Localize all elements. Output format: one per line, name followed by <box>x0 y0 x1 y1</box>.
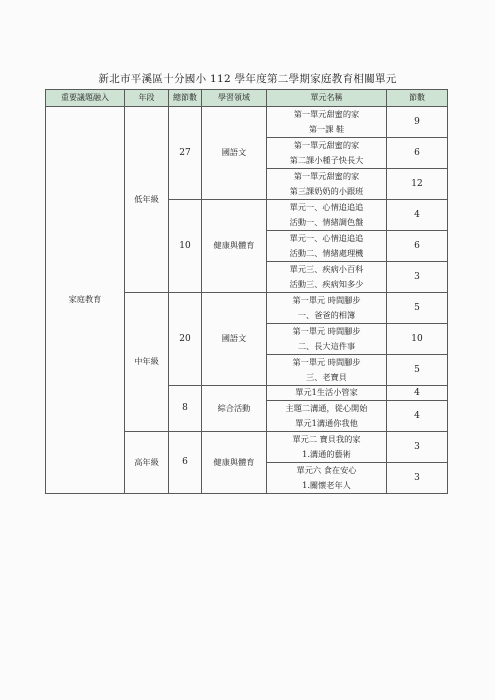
total-high-health: 6 <box>169 432 202 494</box>
area-high-health: 健康與體育 <box>202 432 267 494</box>
document-title: 新北市平溪區十分國小 112 學年度第二學期家庭教育相關單元 <box>98 73 397 85</box>
unit-name: 單元二 寶貝我的家 1.溝通的藝術 <box>267 432 387 463</box>
total-mid-integrated: 8 <box>169 386 202 432</box>
unit-name: 單元六 食在安心 1.關懷老年人 <box>267 463 387 494</box>
total-low-chinese: 27 <box>169 107 202 200</box>
unit-name: 第一單元甜蜜的家 第二課小種子快長大 <box>267 138 387 169</box>
unit-name: 單元1生活小管家 <box>267 386 387 401</box>
header-row <box>46 90 448 107</box>
unit-name: 第一單元甜蜜的家 第三課奶奶的小跟班 <box>267 169 387 200</box>
unit-name: 單元一、心情追追追 活動二、情緒處理機 <box>267 231 387 262</box>
header-total-periods: 總節數 <box>169 90 202 107</box>
unit-name: 第一單元甜蜜的家 第一課 鞋 <box>267 107 387 138</box>
unit-name: 單元三、疾病小百科 活動三、疾病知多少 <box>267 262 387 293</box>
unit-periods: 6 <box>387 231 448 262</box>
table-row <box>46 107 448 138</box>
grade-low: 低年級 <box>125 107 169 293</box>
unit-name: 第一單元 時間腳步 三、老寶貝 <box>267 355 387 386</box>
area-low-health: 健康與體育 <box>202 200 267 293</box>
area-mid-chinese: 國語文 <box>202 293 267 386</box>
unit-periods: 9 <box>387 107 448 138</box>
unit-periods: 5 <box>387 355 448 386</box>
area-low-chinese: 國語文 <box>202 107 267 200</box>
unit-periods: 4 <box>387 386 448 401</box>
unit-periods: 3 <box>387 432 448 463</box>
unit-periods: 3 <box>387 262 448 293</box>
header-issue: 重要議題融入 <box>46 90 125 107</box>
grade-high: 高年級 <box>125 432 169 494</box>
unit-periods: 5 <box>387 293 448 324</box>
unit-name: 第一單元 時間腳步 二、長大這件事 <box>267 324 387 355</box>
unit-periods: 10 <box>387 324 448 355</box>
unit-name: 第一單元 時間腳步 一、爸爸的相簿 <box>267 293 387 324</box>
header-unit-name: 單元名稱 <box>267 90 387 107</box>
total-low-health: 10 <box>169 200 202 293</box>
header-grade: 年段 <box>125 90 169 107</box>
header-periods: 節數 <box>387 90 448 107</box>
unit-name: 主題二溝通，從心開始 單元1溝通你我他 <box>267 401 387 432</box>
unit-name: 單元一、心情追追追 活動一、情緒調色盤 <box>267 200 387 231</box>
unit-periods: 12 <box>387 169 448 200</box>
issue-cell: 家庭教育 <box>46 107 125 494</box>
unit-periods: 4 <box>387 401 448 432</box>
unit-periods: 4 <box>387 200 448 231</box>
unit-periods: 6 <box>387 138 448 169</box>
total-mid-chinese: 20 <box>169 293 202 386</box>
grade-mid: 中年級 <box>125 293 169 432</box>
area-mid-integrated: 綜合活動 <box>202 386 267 432</box>
family-education-units-table <box>45 89 448 494</box>
unit-periods: 3 <box>387 463 448 494</box>
header-learning-area: 學習領域 <box>202 90 267 107</box>
